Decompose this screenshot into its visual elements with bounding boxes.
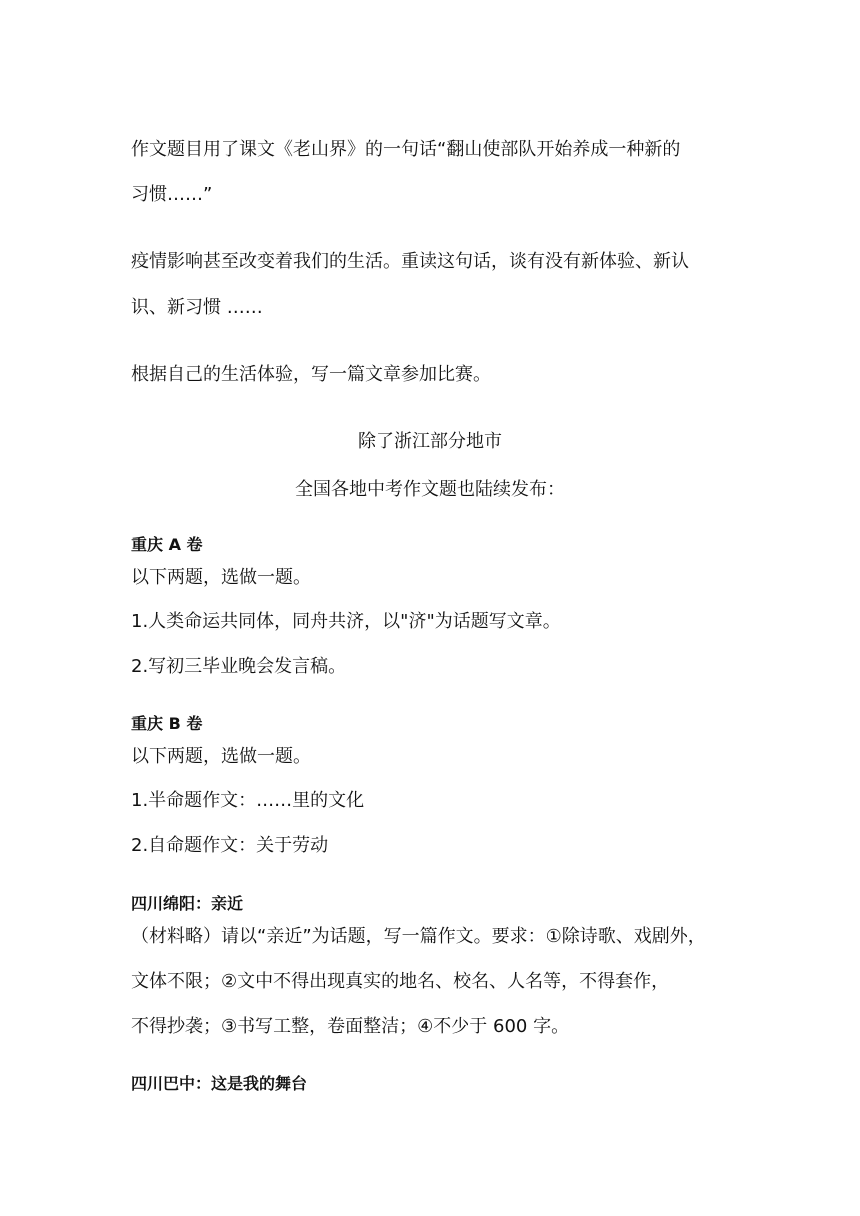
- intro-line-3: 疫情影响甚至改变着我们的生活。重读这句话，谈有没有新体验、新认: [131, 251, 689, 272]
- section-heading: 重庆 A 卷: [131, 535, 203, 554]
- intro-line-5: 根据自己的生活体验，写一篇文章参加比赛。: [131, 364, 491, 385]
- section-line: 不得抄袭；③书写工整，卷面整洁；④不少于 600 字。: [131, 1016, 570, 1037]
- section-line: 1.人类命运共同体，同舟共济，以"济"为话题写文章。: [131, 611, 561, 632]
- intro-line-1: 作文题目用了课文《老山界》的一句话“翻山使部队开始养成一种新的: [131, 139, 681, 160]
- section-line: 1.半命题作文：……里的文化: [131, 790, 365, 811]
- center-line-1: 除了浙江部分地市: [358, 431, 502, 452]
- section-heading: 四川巴中：这是我的舞台: [131, 1074, 308, 1093]
- section-heading: 四川绵阳：亲近: [131, 894, 244, 913]
- section-line: 以下两题，选做一题。: [131, 567, 311, 588]
- section-heading: 重庆 B 卷: [131, 714, 203, 733]
- section-line: 以下两题，选做一题。: [131, 746, 311, 767]
- section-line: 2.写初三毕业晚会发言稿。: [131, 656, 347, 677]
- section-line: （材料略）请以“亲近”为话题，写一篇作文。要求：①除诗歌、戏剧外，: [131, 926, 706, 947]
- section-line: 2.自命题作文：关于劳动: [131, 835, 329, 856]
- intro-line-2: 习惯……”: [131, 184, 213, 205]
- intro-line-4: 识、新习惯 ……: [131, 297, 263, 318]
- section-line: 文体不限；②文中不得出现真实的地名、校名、人名等，不得套作，: [131, 971, 670, 992]
- center-line-2: 全国各地中考作文题也陆续发布：: [295, 479, 565, 500]
